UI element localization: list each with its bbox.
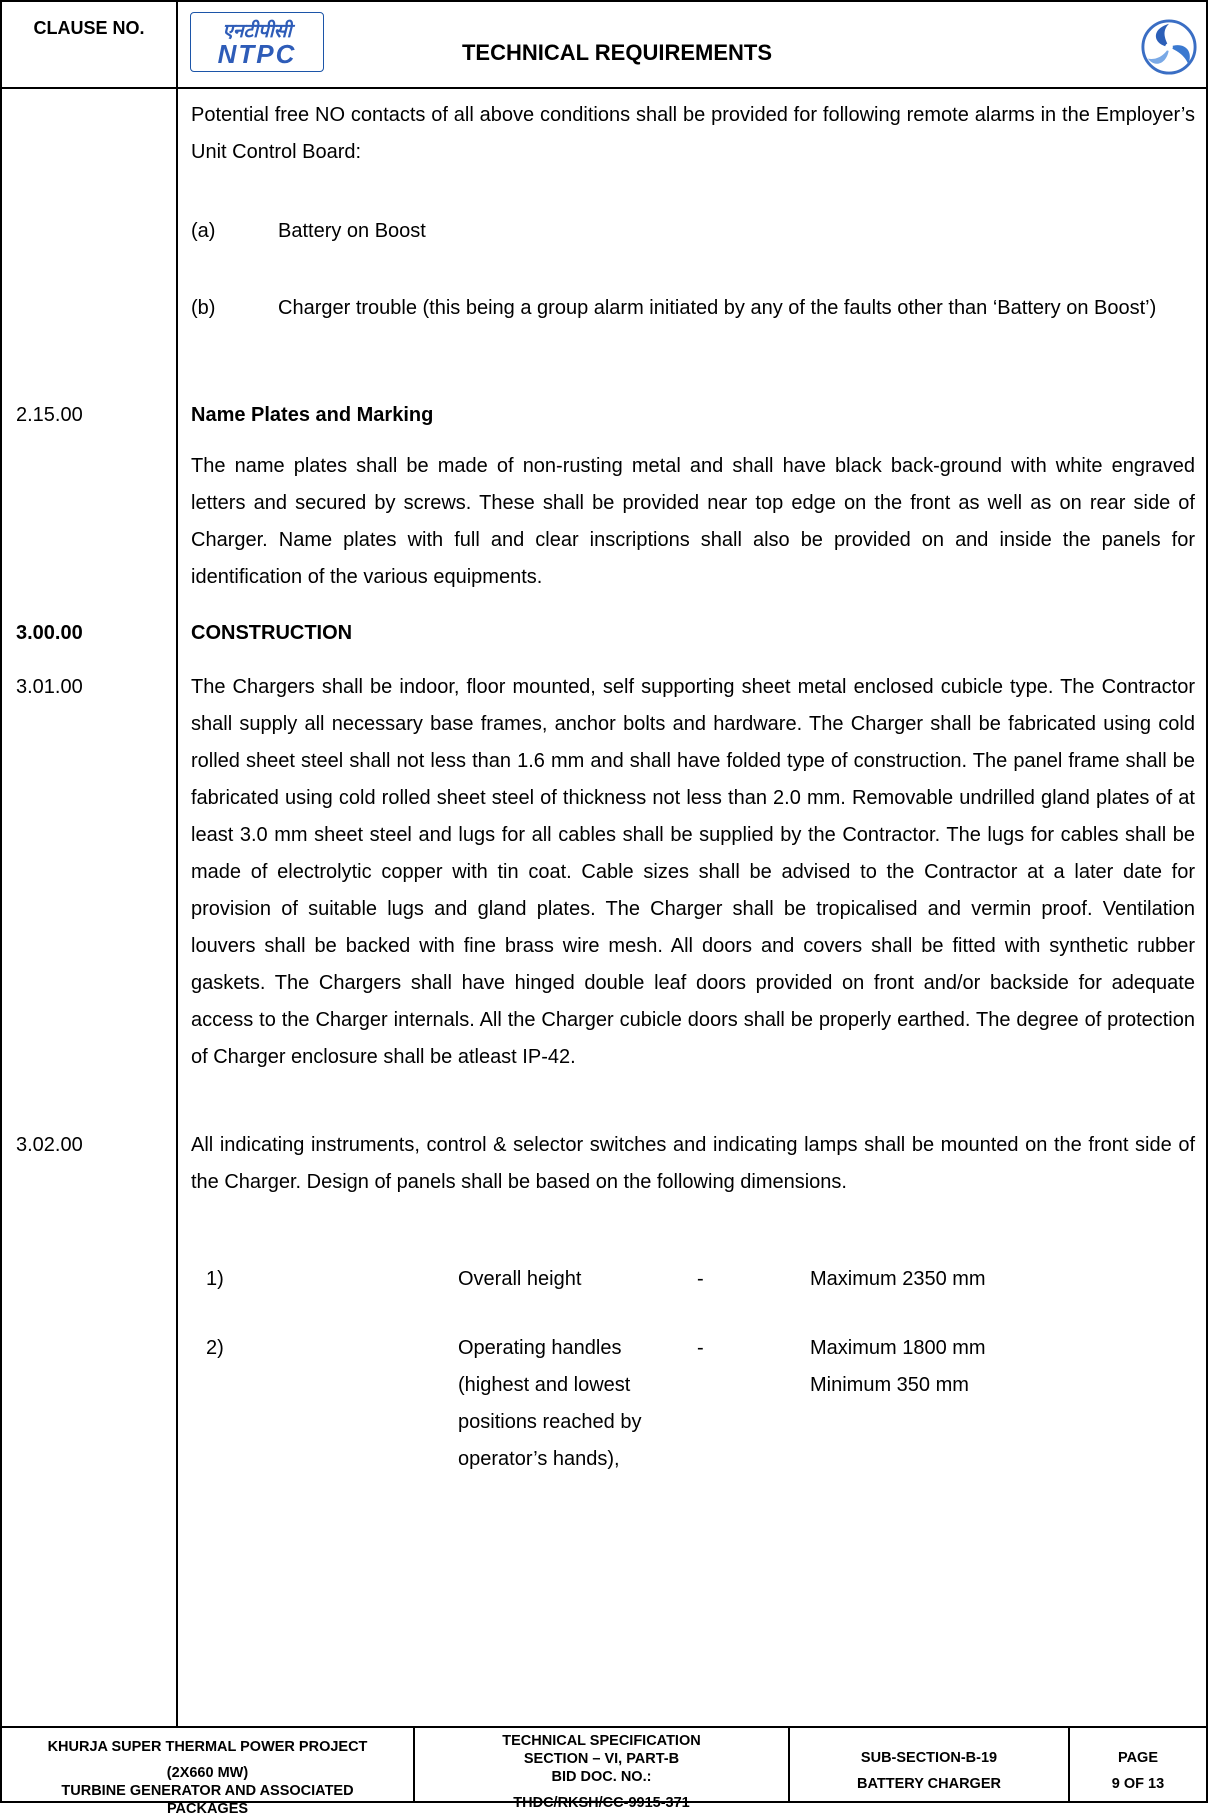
dimension-2-number: 2) xyxy=(206,1337,224,1359)
dimension-1-dash: - xyxy=(697,1268,704,1290)
footer-page-value: 9 OF 13 xyxy=(1111,1776,1165,1792)
clause-no-label: CLAUSE NO. xyxy=(33,18,145,38)
clause-3-01-text: The Chargers shall be indoor, floor mounted, self supporting sheet metal enclosed cubicle type. The Contractor shall supply all necessary base frames, anchor bolts and hardware. The Charger shall be fabricated using cold rolled sheet steel shall not less than 1.6 mm and shall have folded type of construction. The panel frame shall be fabricated using cold rolled sheet steel of thickness not less than 2.0 mm. Removable undrilled gland plates of at least 3.0 mm sheet steel and lugs for all cables shall be supplied by the Contractor. The lugs for cables shall be made of electrolytic copper with tin coat. Cable sizes shall be advised to the Contractor at a later date for provision of suitable lugs and gland plates. The Charger shall be tropicalised and vermin proof. Ventilation louvers shall be backed with fine brass wire mesh. All doors and covers shall be fitted with synthetic rubber gaskets. The Chargers shall have hinged double leaf doors provided on front and/or backside for adequate access to the Charger internals. All the Charger cubicle doors shall be properly earthed. The degree of protection of Charger enclosure shall be atleast IP-42. xyxy=(191,676,1195,1068)
clause-2-15-heading: Name Plates and Marking xyxy=(191,404,434,426)
clause-2-15-number: 2.15.00 xyxy=(16,404,83,426)
dimension-2-dash: - xyxy=(697,1337,704,1359)
footer-spec-line2: SECTION – VI, PART-B xyxy=(523,1751,680,1767)
footer-subsection-line2: BATTERY CHARGER xyxy=(857,1776,1001,1792)
clause-no-cell xyxy=(2,2,178,87)
dimension-1-value: Maximum 2350 mm xyxy=(810,1268,986,1290)
footer-spec-line1: TECHNICAL SPECIFICATION xyxy=(502,1733,701,1749)
clause-3-00-number: 3.00.00 xyxy=(16,622,83,644)
dimension-1-number: 1) xyxy=(206,1268,224,1290)
alarm-b-marker: (b) xyxy=(191,297,216,319)
footer-page-label: PAGE xyxy=(1117,1750,1159,1766)
dimension-2-value-max: Maximum 1800 mm xyxy=(810,1337,986,1359)
dimension-2-label: Operating handles (highest and lowest positions reached by operator’s hands), xyxy=(458,1337,642,1470)
footer-spec-line3: BID DOC. NO.: xyxy=(551,1769,652,1785)
footer-project-line1: KHURJA SUPER THERMAL POWER PROJECT xyxy=(47,1739,368,1755)
ntpc-logo: एनटीपीसी NTPC xyxy=(190,12,324,72)
clause-3-02-text: All indicating instruments, control & selector switches and indicating lamps shall be mounted on the front side of the Charger. Design of panels shall be based on the following dimensions. xyxy=(191,1134,1195,1193)
intro-paragraph: Potential free NO contacts of all above conditions shall be provided for following remote alarms in the Employer’s Unit Control Board: xyxy=(191,104,1195,163)
dimension-2-value-min: Minimum 350 mm xyxy=(810,1374,969,1396)
alarm-a-marker: (a) xyxy=(191,220,216,242)
page-footer xyxy=(0,1726,1208,1817)
page-title: TECHNICAL REQUIREMENTS xyxy=(461,40,773,65)
footer-project-line3: TURBINE GENERATOR AND ASSOCIATED xyxy=(61,1783,354,1799)
clause-3-02-number: 3.02.00 xyxy=(16,1134,83,1156)
footer-spec-line4: THDC/RKSH/CC-9915-371 xyxy=(513,1795,690,1811)
clause-3-00-heading: CONSTRUCTION xyxy=(191,622,353,644)
page-header xyxy=(0,0,1208,89)
footer-project-cell xyxy=(2,1728,415,1817)
footer-spec-cell xyxy=(415,1728,790,1811)
swirl-logo-icon xyxy=(1140,18,1198,76)
footer-page-cell xyxy=(1070,1728,1206,1801)
footer-project-line4: PACKAGES xyxy=(166,1801,249,1817)
clause-2-15-text: The name plates shall be made of non-rusting metal and shall have black back-ground with white engraved letters and secured by screws. These shall be provided near top edge on the front as well as on rear side of Charger. Name plates with full and clear inscriptions shall also be provided on and inside the panels for identification of the various equipments. xyxy=(191,455,1195,588)
footer-subsection-cell xyxy=(790,1728,1070,1801)
footer-project-line2: (2X660 MW) xyxy=(166,1765,249,1781)
alarm-a-text: Battery on Boost xyxy=(278,220,426,242)
footer-subsection-line1: SUB-SECTION-B-19 xyxy=(860,1750,998,1766)
clause-column-divider xyxy=(176,87,178,1727)
alarm-b-text: Charger trouble (this being a group alarm initiated by any of the faults other than ‘Battery on Boost’) xyxy=(278,297,1157,319)
clause-3-01-number: 3.01.00 xyxy=(16,676,83,698)
dimension-1-label: Overall height xyxy=(458,1268,582,1290)
